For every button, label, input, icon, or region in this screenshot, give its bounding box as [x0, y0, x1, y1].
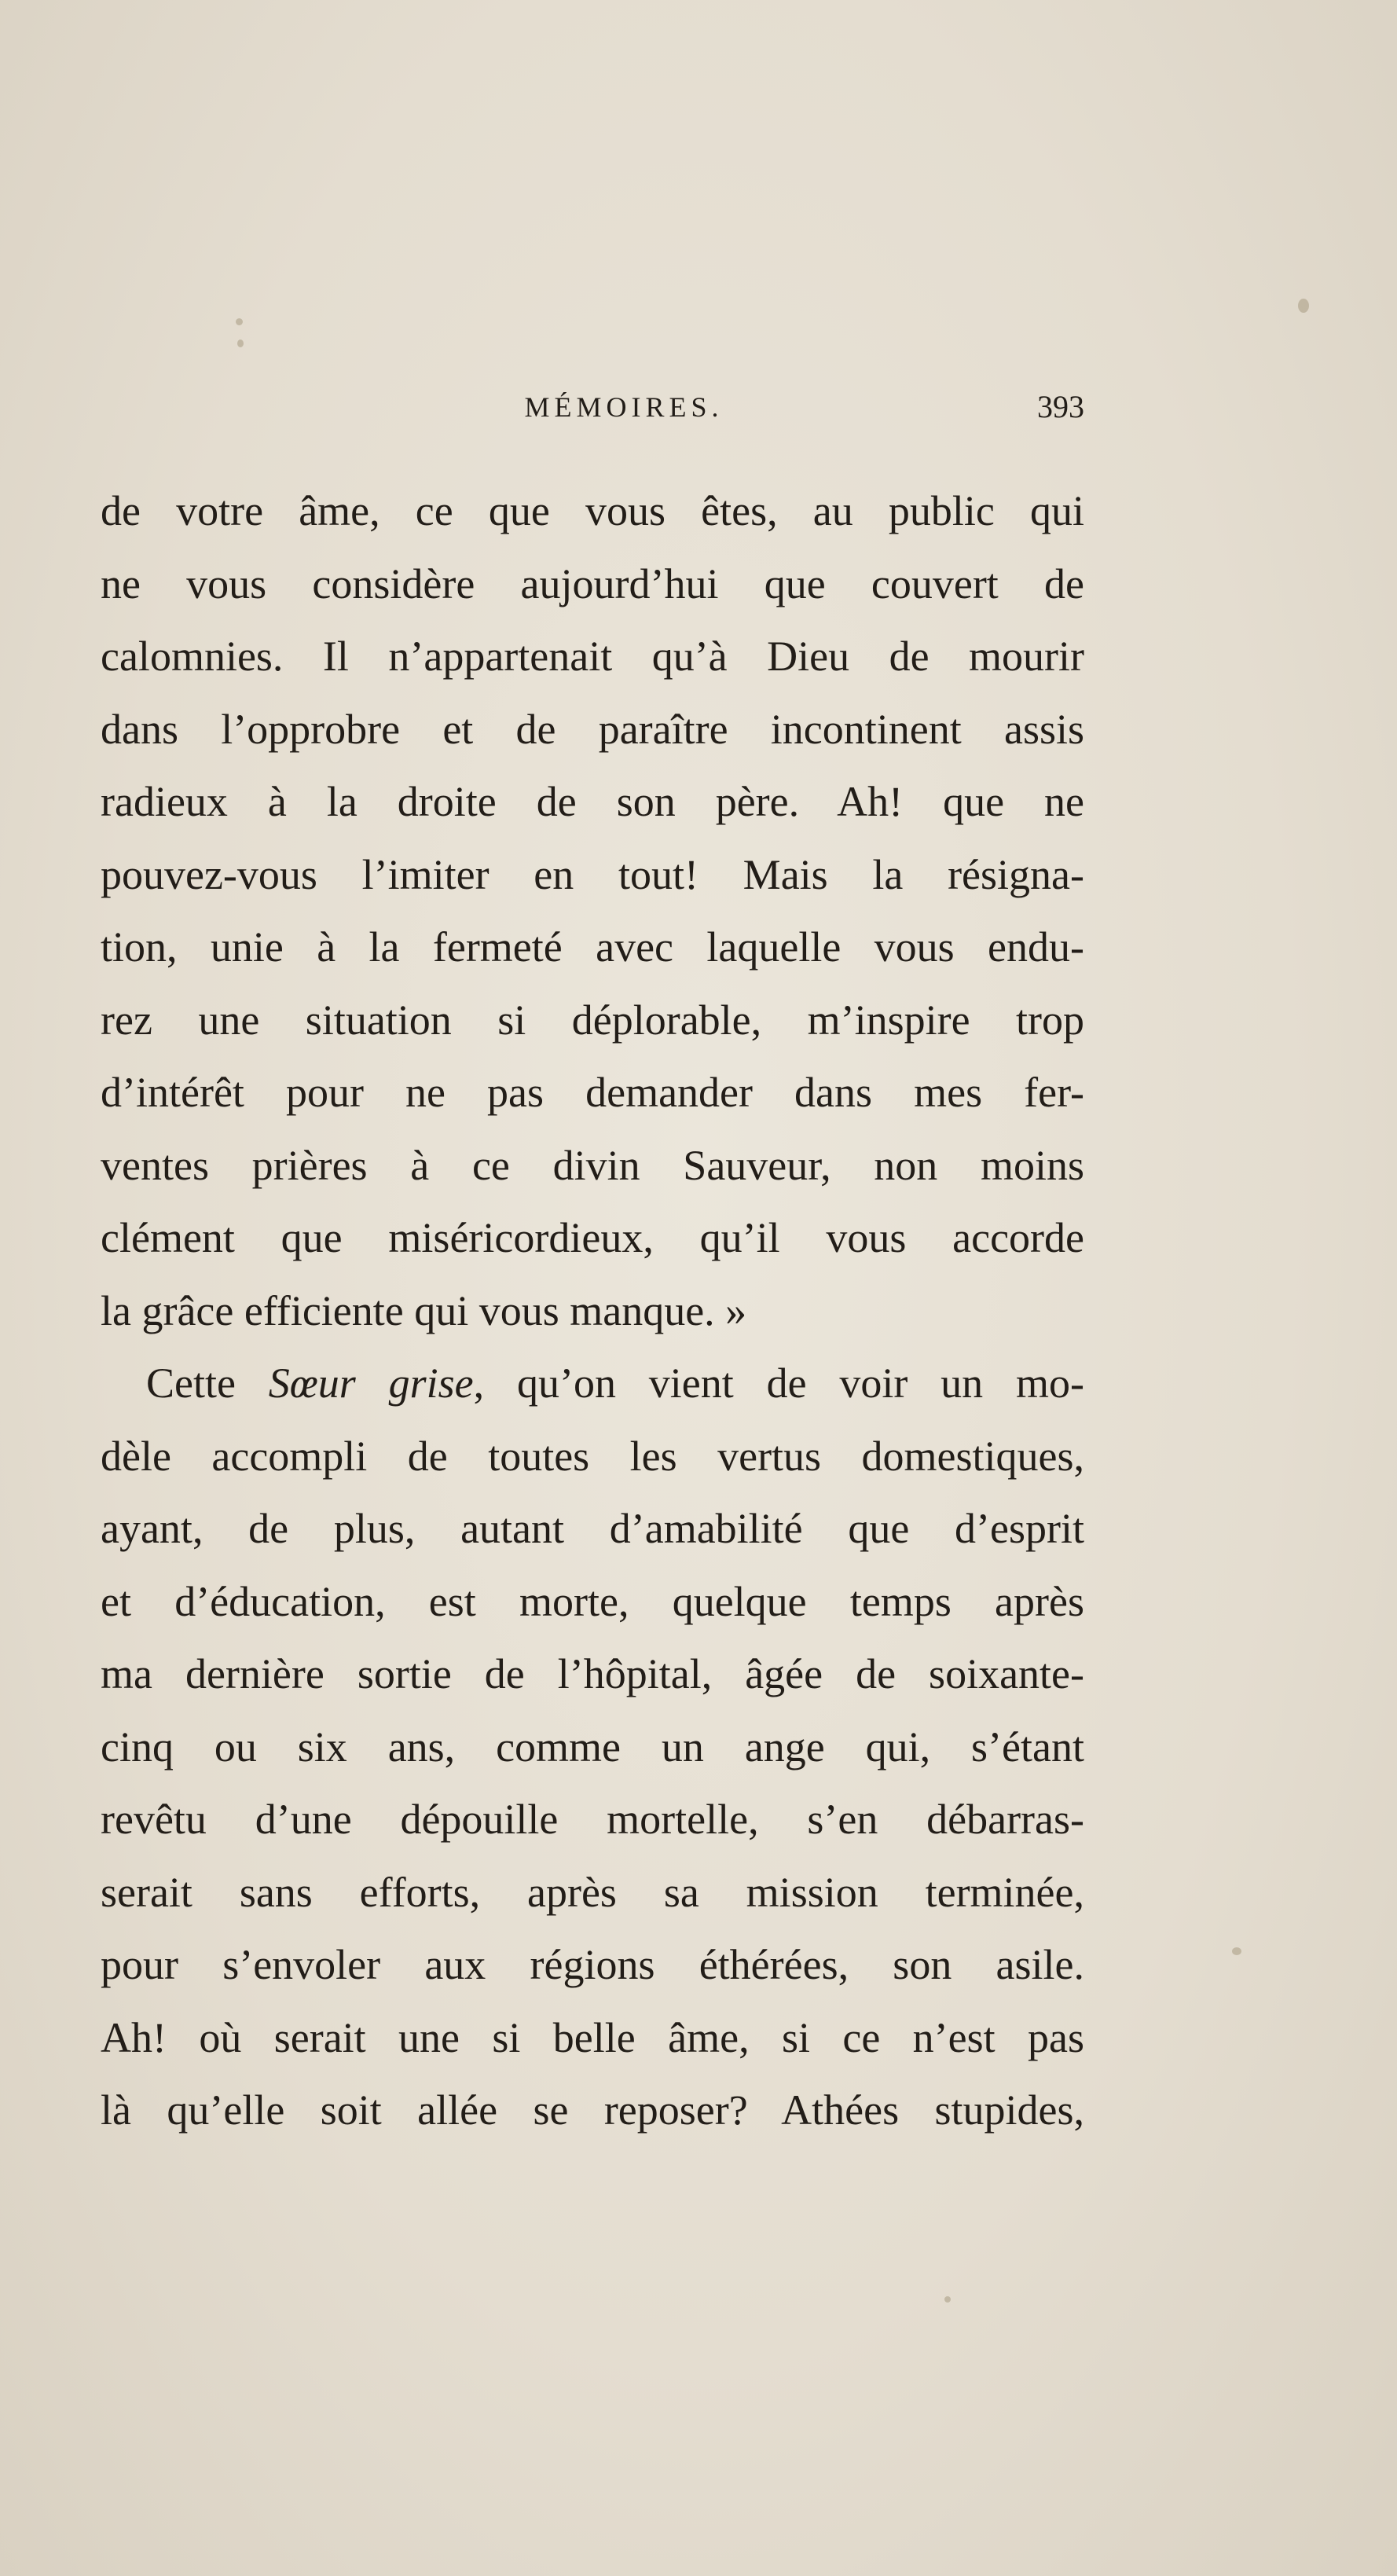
text-line: ne vous considère aujourd’hui que couvert de: [101, 560, 1084, 607]
paper-speck: [237, 339, 244, 347]
text-line: radieux à la droite de son père. Ah! que ne: [101, 778, 1084, 825]
text-line: dèle accompli de toutes les vertus domestiques,: [101, 1432, 1084, 1480]
paragraph-2: [101, 1347, 1084, 2147]
page-number: 393: [1037, 389, 1084, 424]
text-line: cinq ou six ans, comme un ange qui, s’étant: [101, 1723, 1084, 1771]
page-header: [101, 383, 1084, 431]
text-line: de votre âme, ce que vous êtes, au public qui: [101, 487, 1084, 534]
text-line: serait sans efforts, après sa mission terminée,: [101, 1868, 1084, 1916]
text-line: la grâce efficiente qui vous manque. »: [101, 1286, 747, 1334]
text-line-with-italic: [101, 1347, 1084, 1420]
italic-title: Sœur grise: [268, 1360, 474, 1407]
running-head: MÉMOIRES.: [524, 391, 724, 423]
text-line: tion, unie à la fermeté avec laquelle vous endu-: [101, 923, 1084, 971]
text-line: Ah! où serait une si belle âme, si ce n’est pas: [101, 2013, 1084, 2061]
text-line: pouvez-vous l’imiter en tout! Mais la résigna-: [101, 850, 1084, 898]
text-line: dans l’opprobre et de paraître incontinent assis: [101, 705, 1084, 753]
text-line: clément que miséricordieux, qu’il vous accorde: [101, 1214, 1084, 1261]
paper-speck: [1298, 299, 1309, 313]
text-line: d’intérêt pour ne pas demander dans mes fer-: [101, 1069, 1084, 1116]
text-line: ayant, de plus, autant d’amabilité que d’esprit: [101, 1505, 1084, 1552]
text-line: calomnies. Il n’appartenait qu’à Dieu de mourir: [101, 633, 1084, 680]
body-text: [101, 475, 1084, 2147]
text-line: rez une situation si déplorable, m’inspire trop: [101, 996, 1084, 1044]
text-line: ma dernière sortie de l’hôpital, âgée de soixante-: [101, 1650, 1084, 1697]
paper-speck: [236, 318, 243, 325]
paragraph-1: [101, 475, 1084, 1347]
text-line: ventes prières à ce divin Sauveur, non moins: [101, 1141, 1084, 1189]
paper-speck: [1232, 1947, 1241, 1955]
paper-speck: [944, 2296, 951, 2303]
text-line: pour s’envoler aux régions éthérées, son asile.: [101, 1941, 1084, 1988]
text-segment: Cette: [146, 1360, 269, 1407]
text-line: là qu’elle soit allée se reposer? Athées stupides,: [101, 2086, 1084, 2134]
text-line: revêtu d’une dépouille mortelle, s’en débarras-: [101, 1796, 1084, 1843]
text-segment: , qu’on vient de voir un mo-: [473, 1360, 1084, 1407]
text-line: et d’éducation, est morte, quelque temps après: [101, 1577, 1084, 1625]
